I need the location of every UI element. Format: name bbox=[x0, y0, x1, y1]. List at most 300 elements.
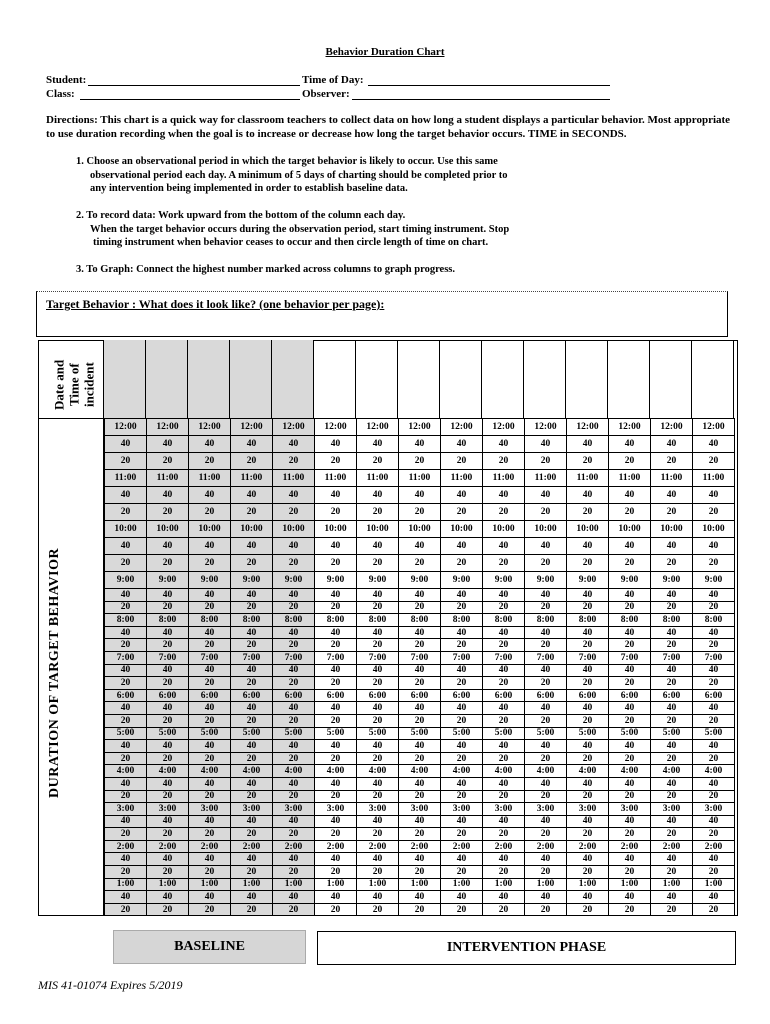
duration-cell[interactable]: 40 bbox=[693, 538, 735, 555]
duration-cell[interactable]: 3:00 bbox=[273, 803, 315, 816]
duration-cell[interactable]: 40 bbox=[315, 740, 357, 753]
duration-cell[interactable]: 20 bbox=[231, 555, 273, 572]
duration-cell[interactable]: 40 bbox=[525, 589, 567, 602]
duration-cell[interactable]: 40 bbox=[693, 589, 735, 602]
duration-cell[interactable]: 40 bbox=[147, 589, 189, 602]
duration-cell[interactable]: 9:00 bbox=[441, 572, 483, 589]
duration-cell[interactable]: 20 bbox=[399, 677, 441, 690]
duration-cell[interactable]: 20 bbox=[189, 555, 231, 572]
duration-cell[interactable]: 20 bbox=[693, 504, 735, 521]
duration-cell[interactable]: 10:00 bbox=[609, 521, 651, 538]
duration-cell[interactable]: 7:00 bbox=[483, 651, 525, 664]
duration-cell[interactable]: 5:00 bbox=[567, 727, 609, 740]
duration-cell[interactable]: 40 bbox=[315, 626, 357, 639]
duration-cell[interactable]: 10:00 bbox=[357, 521, 399, 538]
duration-cell[interactable]: 1:00 bbox=[357, 878, 399, 891]
duration-cell[interactable]: 20 bbox=[651, 555, 693, 572]
duration-cell[interactable]: 20 bbox=[231, 828, 273, 841]
duration-cell[interactable]: 40 bbox=[147, 436, 189, 453]
duration-cell[interactable]: 20 bbox=[231, 639, 273, 652]
duration-cell[interactable]: 20 bbox=[651, 714, 693, 727]
duration-cell[interactable]: 40 bbox=[525, 626, 567, 639]
duration-cell[interactable]: 9:00 bbox=[609, 572, 651, 589]
duration-cell[interactable]: 20 bbox=[441, 639, 483, 652]
duration-cell[interactable]: 20 bbox=[357, 903, 399, 916]
duration-cell[interactable]: 40 bbox=[609, 487, 651, 504]
duration-cell[interactable]: 20 bbox=[441, 504, 483, 521]
duration-cell[interactable]: 3:00 bbox=[609, 803, 651, 816]
duration-cell[interactable]: 20 bbox=[231, 453, 273, 470]
duration-cell[interactable]: 6:00 bbox=[567, 689, 609, 702]
duration-cell[interactable]: 40 bbox=[147, 740, 189, 753]
duration-cell[interactable]: 20 bbox=[441, 555, 483, 572]
duration-cell[interactable]: 40 bbox=[105, 664, 147, 677]
duration-cell[interactable]: 20 bbox=[399, 828, 441, 841]
duration-cell[interactable]: 6:00 bbox=[609, 689, 651, 702]
duration-cell[interactable]: 20 bbox=[189, 601, 231, 614]
duration-cell[interactable]: 40 bbox=[525, 436, 567, 453]
duration-cell[interactable]: 20 bbox=[399, 453, 441, 470]
duration-cell[interactable]: 40 bbox=[651, 815, 693, 828]
duration-cell[interactable]: 40 bbox=[189, 891, 231, 904]
duration-cell[interactable]: 2:00 bbox=[441, 840, 483, 853]
duration-cell[interactable]: 8:00 bbox=[525, 614, 567, 627]
duration-cell[interactable]: 10:00 bbox=[399, 521, 441, 538]
duration-cell[interactable]: 6:00 bbox=[693, 689, 735, 702]
duration-cell[interactable]: 4:00 bbox=[399, 765, 441, 778]
duration-cell[interactable]: 8:00 bbox=[399, 614, 441, 627]
duration-cell[interactable]: 40 bbox=[609, 702, 651, 715]
duration-cell[interactable]: 40 bbox=[105, 815, 147, 828]
duration-cell[interactable]: 20 bbox=[693, 752, 735, 765]
duration-cell[interactable]: 40 bbox=[231, 626, 273, 639]
duration-cell[interactable]: 8:00 bbox=[441, 614, 483, 627]
duration-cell[interactable]: 3:00 bbox=[525, 803, 567, 816]
duration-cell[interactable]: 12:00 bbox=[231, 419, 273, 436]
duration-cell[interactable]: 20 bbox=[357, 752, 399, 765]
duration-cell[interactable]: 2:00 bbox=[105, 840, 147, 853]
duration-cell[interactable]: 40 bbox=[231, 487, 273, 504]
duration-cell[interactable]: 8:00 bbox=[357, 614, 399, 627]
duration-cell[interactable]: 1:00 bbox=[147, 878, 189, 891]
duration-cell[interactable]: 20 bbox=[693, 601, 735, 614]
duration-cell[interactable]: 40 bbox=[357, 702, 399, 715]
duration-cell[interactable]: 7:00 bbox=[525, 651, 567, 664]
duration-cell[interactable]: 7:00 bbox=[609, 651, 651, 664]
duration-cell[interactable]: 40 bbox=[189, 538, 231, 555]
duration-cell[interactable]: 40 bbox=[609, 815, 651, 828]
duration-cell[interactable]: 11:00 bbox=[651, 470, 693, 487]
duration-cell[interactable]: 20 bbox=[567, 601, 609, 614]
duration-cell[interactable]: 20 bbox=[525, 790, 567, 803]
duration-cell[interactable]: 40 bbox=[399, 487, 441, 504]
duration-cell[interactable]: 3:00 bbox=[105, 803, 147, 816]
duration-cell[interactable]: 40 bbox=[567, 487, 609, 504]
duration-cell[interactable]: 20 bbox=[105, 639, 147, 652]
duration-cell[interactable]: 6:00 bbox=[147, 689, 189, 702]
duration-cell[interactable]: 20 bbox=[441, 453, 483, 470]
duration-cell[interactable]: 40 bbox=[273, 853, 315, 866]
duration-cell[interactable]: 20 bbox=[231, 790, 273, 803]
duration-cell[interactable]: 40 bbox=[525, 815, 567, 828]
duration-cell[interactable]: 40 bbox=[357, 664, 399, 677]
duration-cell[interactable]: 20 bbox=[567, 453, 609, 470]
duration-cell[interactable]: 8:00 bbox=[231, 614, 273, 627]
duration-cell[interactable]: 20 bbox=[315, 639, 357, 652]
duration-cell[interactable]: 20 bbox=[693, 828, 735, 841]
duration-cell[interactable]: 40 bbox=[483, 538, 525, 555]
date-header-cell[interactable] bbox=[608, 340, 650, 418]
duration-cell[interactable]: 20 bbox=[567, 828, 609, 841]
duration-cell[interactable]: 20 bbox=[567, 790, 609, 803]
duration-cell[interactable]: 11:00 bbox=[483, 470, 525, 487]
date-header-cell[interactable] bbox=[566, 340, 608, 418]
duration-cell[interactable]: 9:00 bbox=[567, 572, 609, 589]
duration-cell[interactable]: 4:00 bbox=[315, 765, 357, 778]
duration-cell[interactable]: 7:00 bbox=[399, 651, 441, 664]
duration-cell[interactable]: 20 bbox=[189, 677, 231, 690]
duration-cell[interactable]: 20 bbox=[483, 504, 525, 521]
duration-cell[interactable]: 20 bbox=[189, 639, 231, 652]
duration-cell[interactable]: 40 bbox=[483, 815, 525, 828]
duration-cell[interactable]: 40 bbox=[693, 436, 735, 453]
duration-cell[interactable]: 40 bbox=[147, 538, 189, 555]
duration-cell[interactable]: 40 bbox=[483, 740, 525, 753]
duration-cell[interactable]: 20 bbox=[315, 752, 357, 765]
duration-cell[interactable]: 3:00 bbox=[357, 803, 399, 816]
duration-cell[interactable]: 20 bbox=[483, 752, 525, 765]
duration-cell[interactable]: 40 bbox=[567, 436, 609, 453]
duration-cell[interactable]: 7:00 bbox=[693, 651, 735, 664]
duration-cell[interactable]: 20 bbox=[567, 752, 609, 765]
duration-cell[interactable]: 6:00 bbox=[189, 689, 231, 702]
duration-cell[interactable]: 20 bbox=[105, 504, 147, 521]
date-header-cell[interactable] bbox=[398, 340, 440, 418]
duration-cell[interactable]: 20 bbox=[693, 903, 735, 916]
duration-cell[interactable]: 20 bbox=[441, 601, 483, 614]
duration-cell[interactable]: 20 bbox=[483, 866, 525, 879]
duration-cell[interactable]: 40 bbox=[315, 702, 357, 715]
duration-cell[interactable]: 10:00 bbox=[483, 521, 525, 538]
duration-cell[interactable]: 5:00 bbox=[231, 727, 273, 740]
duration-cell[interactable]: 40 bbox=[651, 740, 693, 753]
duration-cell[interactable]: 20 bbox=[273, 866, 315, 879]
duration-cell[interactable]: 8:00 bbox=[189, 614, 231, 627]
duration-cell[interactable]: 40 bbox=[609, 891, 651, 904]
duration-cell[interactable]: 20 bbox=[147, 601, 189, 614]
duration-cell[interactable]: 40 bbox=[441, 815, 483, 828]
duration-cell[interactable]: 40 bbox=[441, 702, 483, 715]
duration-cell[interactable]: 20 bbox=[693, 555, 735, 572]
duration-cell[interactable]: 2:00 bbox=[567, 840, 609, 853]
duration-cell[interactable]: 9:00 bbox=[315, 572, 357, 589]
duration-cell[interactable]: 6:00 bbox=[105, 689, 147, 702]
duration-cell[interactable]: 20 bbox=[567, 677, 609, 690]
duration-cell[interactable]: 20 bbox=[147, 677, 189, 690]
duration-cell[interactable]: 10:00 bbox=[567, 521, 609, 538]
duration-cell[interactable]: 40 bbox=[231, 891, 273, 904]
duration-cell[interactable]: 20 bbox=[357, 453, 399, 470]
duration-cell[interactable]: 20 bbox=[399, 790, 441, 803]
duration-cell[interactable]: 5:00 bbox=[315, 727, 357, 740]
duration-cell[interactable]: 11:00 bbox=[273, 470, 315, 487]
date-header-cell[interactable] bbox=[482, 340, 524, 418]
duration-cell[interactable]: 40 bbox=[693, 487, 735, 504]
duration-cell[interactable]: 40 bbox=[357, 436, 399, 453]
duration-cell[interactable]: 20 bbox=[441, 828, 483, 841]
duration-cell[interactable]: 20 bbox=[525, 828, 567, 841]
duration-cell[interactable]: 40 bbox=[693, 815, 735, 828]
duration-cell[interactable]: 40 bbox=[441, 626, 483, 639]
duration-cell[interactable]: 40 bbox=[105, 487, 147, 504]
duration-cell[interactable]: 40 bbox=[483, 777, 525, 790]
duration-cell[interactable]: 9:00 bbox=[105, 572, 147, 589]
duration-cell[interactable]: 40 bbox=[609, 664, 651, 677]
duration-cell[interactable]: 12:00 bbox=[651, 419, 693, 436]
duration-cell[interactable]: 20 bbox=[441, 790, 483, 803]
duration-cell[interactable]: 3:00 bbox=[483, 803, 525, 816]
duration-cell[interactable]: 20 bbox=[105, 866, 147, 879]
duration-cell[interactable]: 2:00 bbox=[315, 840, 357, 853]
duration-cell[interactable]: 5:00 bbox=[147, 727, 189, 740]
duration-cell[interactable]: 40 bbox=[693, 740, 735, 753]
duration-cell[interactable]: 40 bbox=[273, 664, 315, 677]
student-field[interactable] bbox=[88, 85, 300, 86]
duration-cell[interactable]: 9:00 bbox=[231, 572, 273, 589]
duration-cell[interactable]: 20 bbox=[483, 677, 525, 690]
duration-cell[interactable]: 40 bbox=[105, 777, 147, 790]
duration-cell[interactable]: 40 bbox=[105, 853, 147, 866]
duration-cell[interactable]: 7:00 bbox=[105, 651, 147, 664]
duration-cell[interactable]: 20 bbox=[483, 601, 525, 614]
duration-cell[interactable]: 40 bbox=[483, 436, 525, 453]
duration-cell[interactable]: 20 bbox=[189, 790, 231, 803]
duration-cell[interactable]: 1:00 bbox=[483, 878, 525, 891]
duration-cell[interactable]: 20 bbox=[525, 453, 567, 470]
duration-cell[interactable]: 20 bbox=[525, 903, 567, 916]
duration-cell[interactable]: 2:00 bbox=[273, 840, 315, 853]
duration-cell[interactable]: 40 bbox=[567, 853, 609, 866]
duration-cell[interactable]: 12:00 bbox=[273, 419, 315, 436]
duration-cell[interactable]: 20 bbox=[189, 714, 231, 727]
duration-cell[interactable]: 1:00 bbox=[525, 878, 567, 891]
duration-cell[interactable]: 40 bbox=[273, 740, 315, 753]
duration-cell[interactable]: 8:00 bbox=[693, 614, 735, 627]
duration-cell[interactable]: 40 bbox=[567, 626, 609, 639]
duration-cell[interactable]: 11:00 bbox=[609, 470, 651, 487]
duration-cell[interactable]: 20 bbox=[273, 504, 315, 521]
duration-cell[interactable]: 40 bbox=[315, 538, 357, 555]
duration-cell[interactable]: 20 bbox=[231, 504, 273, 521]
duration-cell[interactable]: 20 bbox=[189, 866, 231, 879]
duration-cell[interactable]: 20 bbox=[273, 790, 315, 803]
duration-cell[interactable]: 20 bbox=[483, 828, 525, 841]
duration-cell[interactable]: 40 bbox=[399, 538, 441, 555]
duration-cell[interactable]: 40 bbox=[315, 815, 357, 828]
duration-cell[interactable]: 20 bbox=[693, 714, 735, 727]
date-header-cell[interactable] bbox=[524, 340, 566, 418]
duration-cell[interactable]: 40 bbox=[483, 664, 525, 677]
duration-cell[interactable]: 11:00 bbox=[567, 470, 609, 487]
duration-cell[interactable]: 4:00 bbox=[273, 765, 315, 778]
duration-cell[interactable]: 1:00 bbox=[315, 878, 357, 891]
duration-cell[interactable]: 10:00 bbox=[315, 521, 357, 538]
duration-cell[interactable]: 6:00 bbox=[441, 689, 483, 702]
duration-cell[interactable]: 20 bbox=[273, 555, 315, 572]
duration-cell[interactable]: 40 bbox=[693, 853, 735, 866]
duration-cell[interactable]: 20 bbox=[147, 866, 189, 879]
duration-cell[interactable]: 40 bbox=[273, 589, 315, 602]
duration-cell[interactable]: 20 bbox=[105, 903, 147, 916]
duration-cell[interactable]: 20 bbox=[441, 866, 483, 879]
duration-cell[interactable]: 40 bbox=[105, 702, 147, 715]
duration-cell[interactable]: 4:00 bbox=[231, 765, 273, 778]
duration-cell[interactable]: 8:00 bbox=[273, 614, 315, 627]
date-header-cell[interactable] bbox=[230, 340, 272, 418]
duration-cell[interactable]: 12:00 bbox=[105, 419, 147, 436]
duration-cell[interactable]: 20 bbox=[273, 752, 315, 765]
duration-cell[interactable]: 9:00 bbox=[483, 572, 525, 589]
duration-cell[interactable]: 40 bbox=[609, 740, 651, 753]
duration-cell[interactable]: 40 bbox=[609, 777, 651, 790]
duration-cell[interactable]: 9:00 bbox=[357, 572, 399, 589]
duration-cell[interactable]: 10:00 bbox=[231, 521, 273, 538]
duration-cell[interactable]: 20 bbox=[651, 828, 693, 841]
duration-cell[interactable]: 20 bbox=[567, 504, 609, 521]
duration-cell[interactable]: 1:00 bbox=[441, 878, 483, 891]
duration-cell[interactable]: 10:00 bbox=[189, 521, 231, 538]
duration-cell[interactable]: 4:00 bbox=[609, 765, 651, 778]
class-field[interactable] bbox=[80, 99, 300, 100]
duration-cell[interactable]: 40 bbox=[525, 538, 567, 555]
date-header-cell[interactable] bbox=[692, 340, 734, 418]
duration-cell[interactable]: 7:00 bbox=[441, 651, 483, 664]
duration-cell[interactable]: 40 bbox=[399, 815, 441, 828]
duration-cell[interactable]: 20 bbox=[231, 903, 273, 916]
duration-cell[interactable]: 20 bbox=[399, 752, 441, 765]
duration-cell[interactable]: 20 bbox=[315, 601, 357, 614]
duration-cell[interactable]: 2:00 bbox=[189, 840, 231, 853]
duration-cell[interactable]: 3:00 bbox=[315, 803, 357, 816]
duration-cell[interactable]: 9:00 bbox=[525, 572, 567, 589]
duration-cell[interactable]: 20 bbox=[567, 555, 609, 572]
time-of-day-field[interactable] bbox=[368, 85, 610, 86]
duration-cell[interactable]: 20 bbox=[147, 790, 189, 803]
duration-cell[interactable]: 40 bbox=[189, 589, 231, 602]
duration-cell[interactable]: 7:00 bbox=[231, 651, 273, 664]
duration-cell[interactable]: 40 bbox=[147, 891, 189, 904]
duration-cell[interactable]: 20 bbox=[609, 828, 651, 841]
duration-cell[interactable]: 20 bbox=[147, 504, 189, 521]
duration-cell[interactable]: 20 bbox=[147, 453, 189, 470]
duration-cell[interactable]: 20 bbox=[651, 790, 693, 803]
duration-cell[interactable]: 20 bbox=[651, 903, 693, 916]
duration-cell[interactable]: 12:00 bbox=[609, 419, 651, 436]
duration-cell[interactable]: 1:00 bbox=[609, 878, 651, 891]
duration-cell[interactable]: 20 bbox=[231, 601, 273, 614]
duration-cell[interactable]: 4:00 bbox=[693, 765, 735, 778]
duration-cell[interactable]: 40 bbox=[105, 891, 147, 904]
duration-cell[interactable]: 20 bbox=[231, 752, 273, 765]
duration-cell[interactable]: 20 bbox=[609, 504, 651, 521]
duration-cell[interactable]: 20 bbox=[609, 790, 651, 803]
date-header-cell[interactable] bbox=[356, 340, 398, 418]
duration-cell[interactable]: 20 bbox=[483, 903, 525, 916]
duration-cell[interactable]: 20 bbox=[651, 639, 693, 652]
duration-cell[interactable]: 40 bbox=[567, 740, 609, 753]
duration-cell[interactable]: 2:00 bbox=[693, 840, 735, 853]
duration-cell[interactable]: 10:00 bbox=[651, 521, 693, 538]
duration-cell[interactable]: 40 bbox=[651, 664, 693, 677]
duration-cell[interactable]: 40 bbox=[651, 702, 693, 715]
duration-cell[interactable]: 40 bbox=[315, 777, 357, 790]
duration-cell[interactable]: 2:00 bbox=[357, 840, 399, 853]
duration-cell[interactable]: 40 bbox=[441, 538, 483, 555]
duration-cell[interactable]: 20 bbox=[315, 866, 357, 879]
duration-cell[interactable]: 20 bbox=[357, 714, 399, 727]
duration-cell[interactable]: 40 bbox=[189, 664, 231, 677]
duration-cell[interactable]: 40 bbox=[315, 853, 357, 866]
duration-cell[interactable]: 5:00 bbox=[105, 727, 147, 740]
duration-cell[interactable]: 20 bbox=[399, 714, 441, 727]
duration-cell[interactable]: 8:00 bbox=[147, 614, 189, 627]
duration-cell[interactable]: 11:00 bbox=[105, 470, 147, 487]
duration-cell[interactable]: 2:00 bbox=[483, 840, 525, 853]
duration-cell[interactable]: 40 bbox=[231, 664, 273, 677]
duration-cell[interactable]: 20 bbox=[441, 752, 483, 765]
duration-cell[interactable]: 40 bbox=[651, 436, 693, 453]
duration-cell[interactable]: 40 bbox=[399, 664, 441, 677]
duration-cell[interactable]: 20 bbox=[315, 714, 357, 727]
date-header-cell[interactable] bbox=[188, 340, 230, 418]
duration-cell[interactable]: 20 bbox=[315, 504, 357, 521]
duration-cell[interactable]: 40 bbox=[525, 740, 567, 753]
duration-cell[interactable]: 10:00 bbox=[147, 521, 189, 538]
duration-cell[interactable]: 40 bbox=[651, 853, 693, 866]
duration-cell[interactable]: 12:00 bbox=[567, 419, 609, 436]
duration-cell[interactable]: 6:00 bbox=[273, 689, 315, 702]
duration-cell[interactable]: 7:00 bbox=[567, 651, 609, 664]
duration-cell[interactable]: 40 bbox=[525, 664, 567, 677]
duration-cell[interactable]: 40 bbox=[651, 589, 693, 602]
duration-cell[interactable]: 20 bbox=[399, 866, 441, 879]
duration-cell[interactable]: 40 bbox=[399, 891, 441, 904]
duration-cell[interactable]: 40 bbox=[525, 487, 567, 504]
duration-cell[interactable]: 7:00 bbox=[357, 651, 399, 664]
duration-cell[interactable]: 40 bbox=[441, 891, 483, 904]
duration-cell[interactable]: 20 bbox=[609, 555, 651, 572]
duration-cell[interactable]: 20 bbox=[357, 601, 399, 614]
duration-cell[interactable]: 40 bbox=[651, 626, 693, 639]
duration-cell[interactable]: 9:00 bbox=[189, 572, 231, 589]
duration-cell[interactable]: 20 bbox=[357, 677, 399, 690]
duration-cell[interactable]: 20 bbox=[315, 828, 357, 841]
duration-cell[interactable]: 40 bbox=[609, 626, 651, 639]
duration-cell[interactable]: 20 bbox=[525, 639, 567, 652]
duration-cell[interactable]: 20 bbox=[525, 555, 567, 572]
duration-cell[interactable]: 40 bbox=[147, 664, 189, 677]
duration-cell[interactable]: 40 bbox=[357, 487, 399, 504]
duration-cell[interactable]: 20 bbox=[609, 453, 651, 470]
duration-cell[interactable]: 40 bbox=[273, 626, 315, 639]
duration-cell[interactable]: 20 bbox=[609, 903, 651, 916]
date-header-cell[interactable] bbox=[440, 340, 482, 418]
duration-cell[interactable]: 40 bbox=[651, 487, 693, 504]
duration-cell[interactable]: 40 bbox=[147, 626, 189, 639]
duration-cell[interactable]: 20 bbox=[105, 601, 147, 614]
duration-cell[interactable]: 40 bbox=[693, 626, 735, 639]
duration-cell[interactable]: 40 bbox=[147, 815, 189, 828]
